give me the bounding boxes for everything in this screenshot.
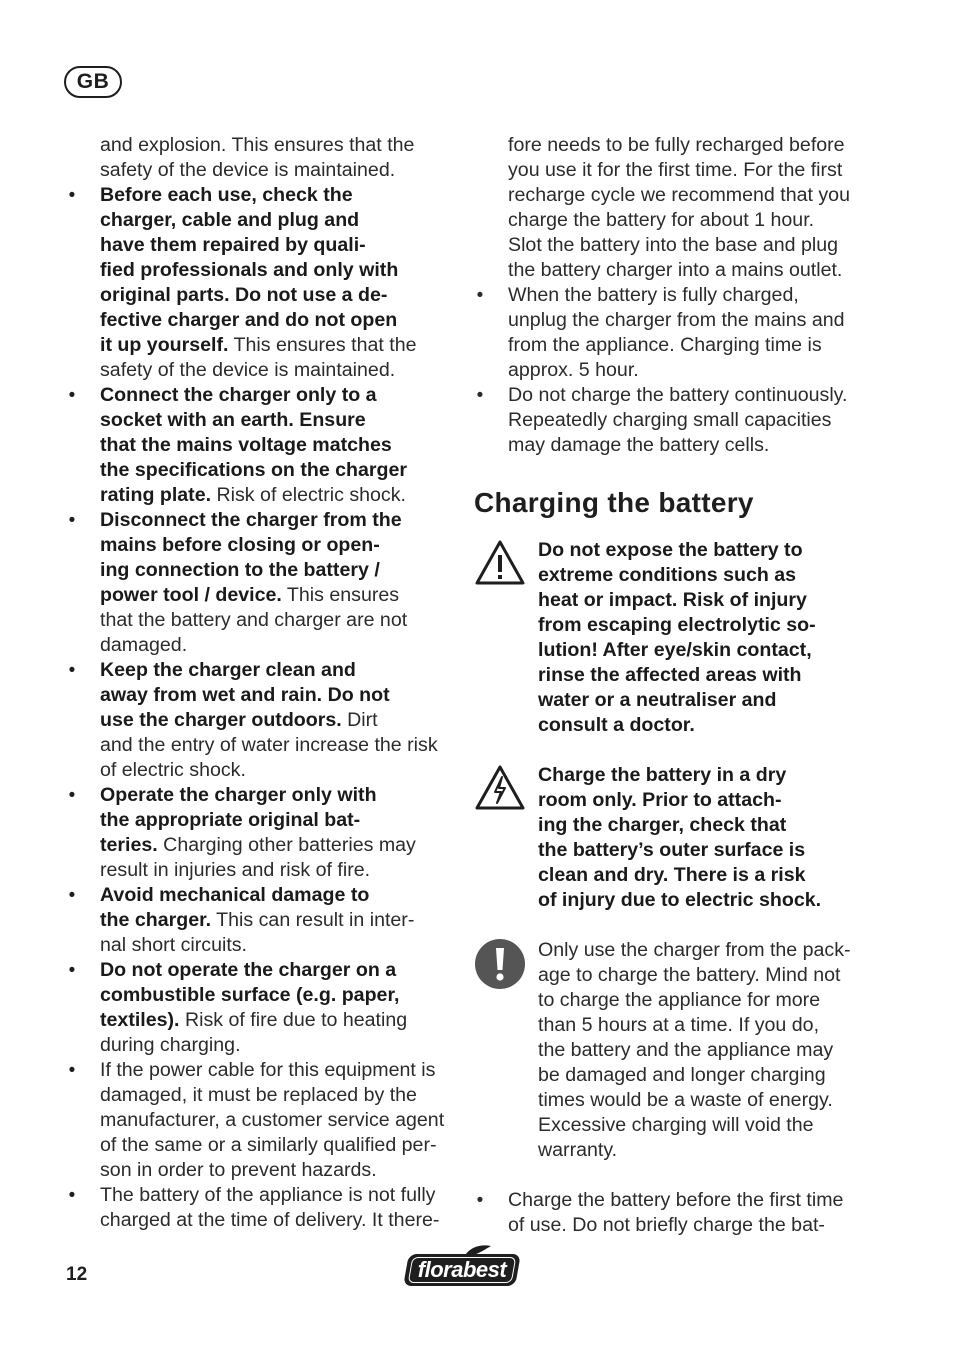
bullet-icon: • (476, 1190, 484, 1211)
body-text: of the same or a similarly qualified per- (100, 1134, 437, 1156)
bold-text: Avoid mechanical damage to (100, 884, 370, 906)
body-text: son in order to prevent hazards. (100, 1159, 377, 1181)
body-text: during charging. (100, 1034, 241, 1056)
body-text: This ensures (281, 584, 400, 606)
list-item (66, 658, 450, 783)
bold-text: teries. (100, 834, 158, 856)
list-item (66, 183, 450, 383)
body-text: and the entry of water increase the risk (100, 734, 438, 756)
section-heading: Charging the battery (474, 487, 754, 518)
page-number: 12 (66, 1264, 88, 1285)
bold-text: Disconnect the charger from the (100, 509, 402, 531)
list-item (66, 508, 450, 658)
list-item: • When the battery is fully charged, unplug the charger from the mains and from the appliance. Charging time is approx. 5 hour. (474, 283, 860, 383)
body-text: Risk of electric shock. (211, 484, 406, 506)
bold-text: Keep the charger clean and (100, 659, 356, 681)
bullet-icon: • (68, 885, 76, 906)
body-text: charged at the time of delivery. It there- (100, 1209, 440, 1231)
bullet-icon: • (68, 510, 76, 531)
body-text: Dirt (341, 709, 378, 731)
battery-hazard-notice: Do not expose the battery to extreme conditions such as heat or impact. Risk of injury from escaping electrolytic so- lution! After eye/skin contact, rinse the affected areas with water or a neutraliser and consult a doctor. (474, 538, 860, 738)
bold-text: Operate the charger only with (100, 784, 377, 806)
list-item: • Do not charge the battery continuously. Repeatedly charging small capacities may damage the battery cells. (474, 383, 860, 458)
body-text: The battery of the appliance is not fully (100, 1184, 436, 1206)
bold-text: the specifications on the charger (100, 459, 408, 481)
body-text: If the power cable for this equipment is (100, 1059, 436, 1081)
electric-shock-notice: Charge the battery in a dry room only. Prior to attach- ing the charger, check that the battery’s outer surface is clean and dry. There is a risk of injury due to electric shock. (474, 763, 860, 913)
list-item (66, 883, 450, 958)
list-item (66, 958, 450, 1058)
list-item (66, 1058, 450, 1183)
bold-text: mains before closing or open- (100, 534, 380, 556)
list-item (66, 383, 450, 508)
bullet-icon: • (68, 1060, 76, 1081)
body-text: that the battery and charger are not (100, 609, 408, 631)
body-text: Risk of fire due to heating (179, 1009, 408, 1031)
bold-text: it up yourself. (100, 334, 229, 356)
bullet-icon: • (476, 385, 484, 406)
body-text: of electric shock. (100, 759, 246, 781)
bold-text: Connect the charger only to a (100, 384, 377, 406)
body-text: This can result in inter- (211, 909, 415, 931)
bullet-icon: • (68, 960, 76, 981)
bold-text: Do not operate the charger on a (100, 959, 397, 981)
body-text: manufacturer, a customer service agent (100, 1109, 445, 1131)
list-item: • Charge the battery before the first time of use. Do not briefly charge the bat- (474, 1188, 860, 1238)
bullet-icon: • (68, 785, 76, 806)
bold-text: use the charger outdoors. (100, 709, 342, 731)
brand-logo (404, 1244, 520, 1290)
safety-bullet-list (66, 183, 450, 1233)
bullet-icon: • (68, 385, 76, 406)
right-column (474, 133, 860, 1238)
bold-text: combustible surface (e.g. paper, (100, 984, 400, 1006)
warning-triangle-icon (474, 538, 526, 590)
left-column (66, 133, 450, 1233)
bold-text: rating plate. (100, 484, 212, 506)
bold-text: that the mains voltage matches (100, 434, 392, 456)
bullet-icon: • (68, 185, 76, 206)
bold-text: original parts. Do not use a de- (100, 284, 388, 306)
language-badge: GB (64, 66, 122, 98)
logo-wordmark: florabest (417, 1257, 507, 1282)
bold-text: away from wet and rain. Do not (100, 684, 390, 706)
list-item (66, 783, 450, 883)
list-item (66, 1183, 450, 1233)
bold-text: fective charger and do not open (100, 309, 398, 331)
bold-text: charger, cable and plug and (100, 209, 360, 231)
bold-text: socket with an earth. Ensure (100, 409, 366, 431)
body-text: result in injuries and risk of fire. (100, 859, 371, 881)
bold-text: Before each use, check the (100, 184, 353, 206)
bold-text: fied professionals and only with (100, 259, 399, 281)
charger-usage-notice: Only use the charger from the pack- age to charge the battery. Mind not to charge the appliance for more than 5 hours at a time. If you do, the battery and the appliance may be damaged and longer charging times would be a waste of energy. Excessive charging will void the warranty. (474, 938, 860, 1163)
bullet-icon: • (68, 1185, 76, 1206)
intro-paragraph: fore needs to be fully recharged before you use it for the first time. For the first recharge cycle we recommend that you charge the battery for about 1 hour. Slot the battery into the base and plug the battery charger into a mains outlet. (508, 134, 850, 281)
body-text: nal short circuits. (100, 934, 248, 956)
bold-text: have them repaired by quali- (100, 234, 366, 256)
body-text: Charging other batteries may (157, 834, 416, 856)
bold-text: power tool / device. (100, 584, 282, 606)
bold-text: textiles). (100, 1009, 180, 1031)
intro-paragraph: and explosion. This ensures that the safety of the device is maintained. (100, 134, 415, 181)
body-text: This ensures that the (228, 334, 417, 356)
bold-text: ing connection to the battery / (100, 559, 380, 581)
bold-text: the appropriate original bat- (100, 809, 361, 831)
electric-shock-warning-icon (474, 763, 526, 815)
body-text: safety of the device is maintained. (100, 359, 396, 381)
exclamation-circle-icon (474, 938, 526, 990)
bullet-icon: • (68, 660, 76, 681)
body-text: damaged, it must be replaced by the (100, 1084, 417, 1106)
body-text: damaged. (100, 634, 188, 656)
bold-text: the charger. (100, 909, 212, 931)
bullet-icon: • (476, 285, 484, 306)
